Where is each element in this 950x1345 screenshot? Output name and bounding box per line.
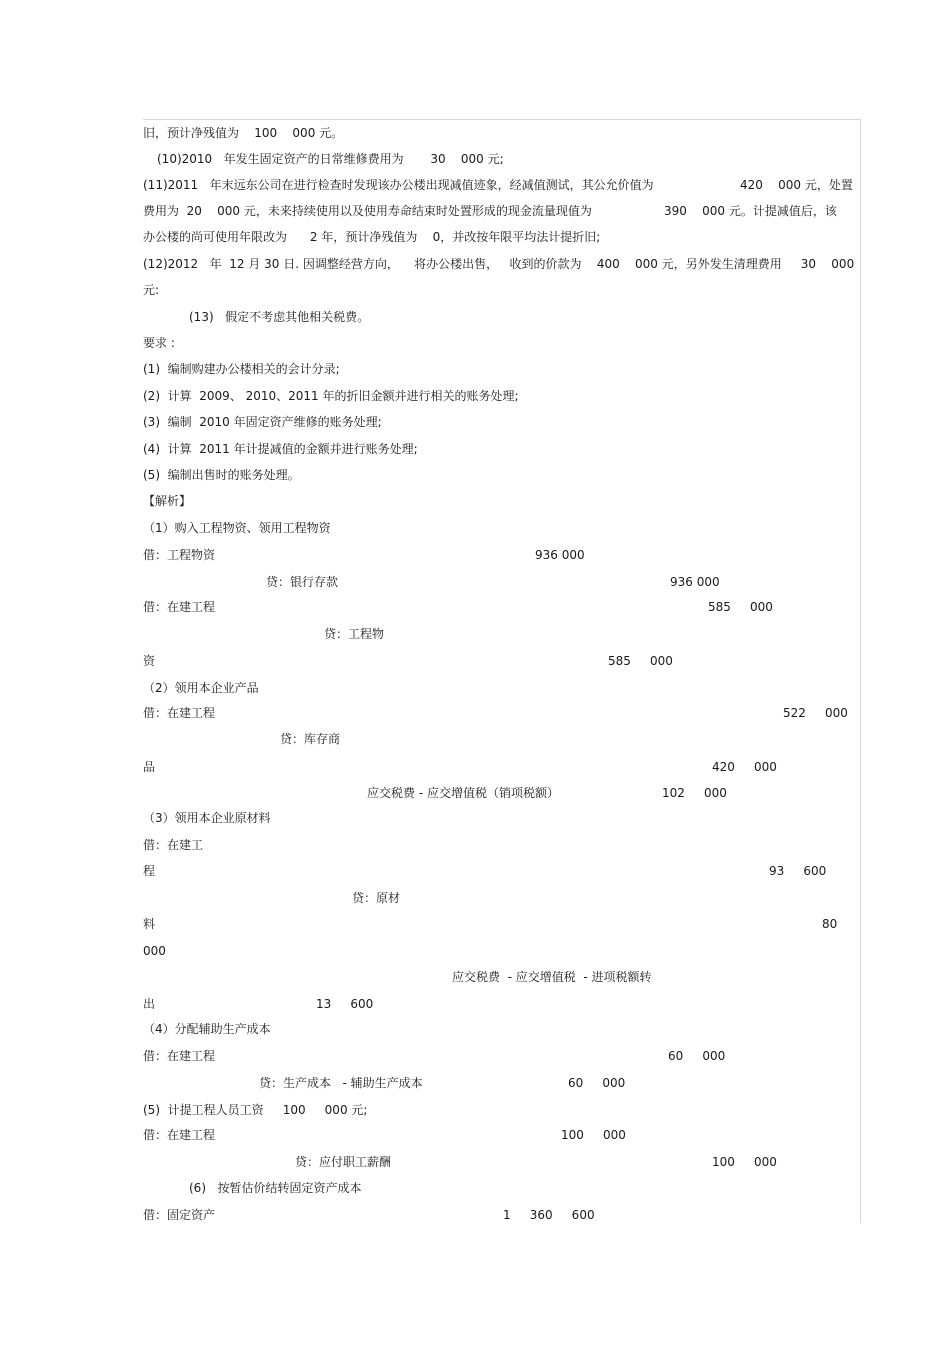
text-line: （2）领用本企业产品 — [143, 681, 259, 695]
text-line: 费用为 20 000 元，未来持续使用以及使用寿命结束时处置形成的现金流量现值为 — [143, 204, 592, 218]
amount: 13 600 — [316, 997, 374, 1011]
text-line: 出 — [143, 997, 156, 1011]
text-line: 420 000 元，处置 — [740, 178, 853, 192]
text-line: 390 000 元。计提减值后，该 — [664, 204, 837, 218]
amount: 100 000 — [561, 1128, 626, 1142]
amount: 000 — [143, 944, 166, 958]
text-line: 贷：工程物 — [324, 627, 385, 641]
text-line: 借：在建工程 — [143, 706, 216, 720]
text-line: (4) 计算 2011 年计提减值的金额并进行账务处理; — [143, 442, 418, 456]
text-line: 元: — [143, 283, 160, 297]
text-line: (5) 编制出售时的账务处理。 — [143, 468, 300, 482]
text-line: 贷：库存商 — [280, 732, 341, 746]
text-line: 贷：应付职工薪酬 — [295, 1155, 392, 1169]
text-line: 资 — [143, 654, 156, 668]
text-line: 应交税费 - 应交增值税 - 进项税额转 — [452, 970, 652, 984]
text-line: (10)2010 年发生固定资产的日常维修费用为 30 000 元; — [157, 152, 504, 166]
text-line: 要求 : — [143, 336, 175, 350]
text-line: (5) 计提工程人员工资 100 000 元; — [143, 1103, 368, 1117]
amount: 936 000 — [535, 548, 585, 562]
text-line: （3）领用本企业原材料 — [143, 811, 271, 825]
text-line: (11)2011 年末远东公司在进行检查时发现该办公楼出现减值迹象，经减值测试，其公允价值为 — [143, 178, 654, 192]
amount: 936 000 — [670, 575, 720, 589]
amount: 93 600 — [769, 864, 827, 878]
text-line: 借：在建工程 — [143, 1049, 216, 1063]
text-line: 办公楼的尚可使用年限改为 2 年，预计净残值为 0，并改按年限平均法计提折旧; — [143, 230, 601, 244]
text-line: 料 — [143, 917, 156, 931]
page-frame-right-border — [860, 119, 861, 1223]
text-line: （4）分配辅助生产成本 — [143, 1022, 271, 1036]
text-line: 借：在建工程 — [143, 600, 216, 614]
text-line: 借：在建工程 — [143, 1128, 216, 1142]
amount: 80 — [822, 917, 838, 931]
text-line: 程 — [143, 864, 156, 878]
text-line: (1) 编制购建办公楼相关的会计分录; — [143, 362, 340, 376]
text-line: （1）购入工程物资、领用工程物资 — [143, 521, 331, 535]
amount: 100 000 — [712, 1155, 777, 1169]
text-line: 借：固定资产 — [143, 1208, 216, 1222]
page-frame-top-border — [143, 119, 861, 120]
section-heading: 【解析】 — [143, 494, 192, 508]
text-line: 贷：银行存款 — [266, 575, 339, 589]
amount: 60 000 — [568, 1076, 626, 1090]
text-line: (6) 按暂估价结转固定资产成本 — [189, 1181, 362, 1195]
amount: 1 360 600 — [503, 1208, 595, 1222]
text-line: (12)2012 年 12 月 30 日. 因调整经营方向， 将办公楼出售， 收到的价款为 400 000 元，另外发生清理费用 30 000 — [143, 257, 855, 271]
text-line: 品 — [143, 760, 156, 774]
text-line: (13) 假定不考虑其他相关税费。 — [189, 310, 370, 324]
text-line: 应交税费 - 应交增值税（销项税额） — [367, 786, 559, 800]
text-line: 贷：生产成本 - 辅助生产成本 — [259, 1076, 423, 1090]
text-line: (2) 计算 2009、 2010、2011 年的折旧金额并进行相关的账务处理; — [143, 389, 519, 403]
amount: 60 000 — [668, 1049, 726, 1063]
amount: 102 000 — [662, 786, 727, 800]
text-line: 贷：原材 — [352, 891, 401, 905]
text-line: 旧，预计净残值为 100 000 元。 — [143, 126, 344, 140]
amount: 420 000 — [712, 760, 777, 774]
amount: 522 000 — [783, 706, 848, 720]
text-line: 借：在建工 — [143, 838, 204, 852]
amount: 585 000 — [608, 654, 673, 668]
amount: 585 000 — [708, 600, 773, 614]
text-line: (3) 编制 2010 年固定资产维修的账务处理; — [143, 415, 382, 429]
text-line: 借：工程物资 — [143, 548, 216, 562]
